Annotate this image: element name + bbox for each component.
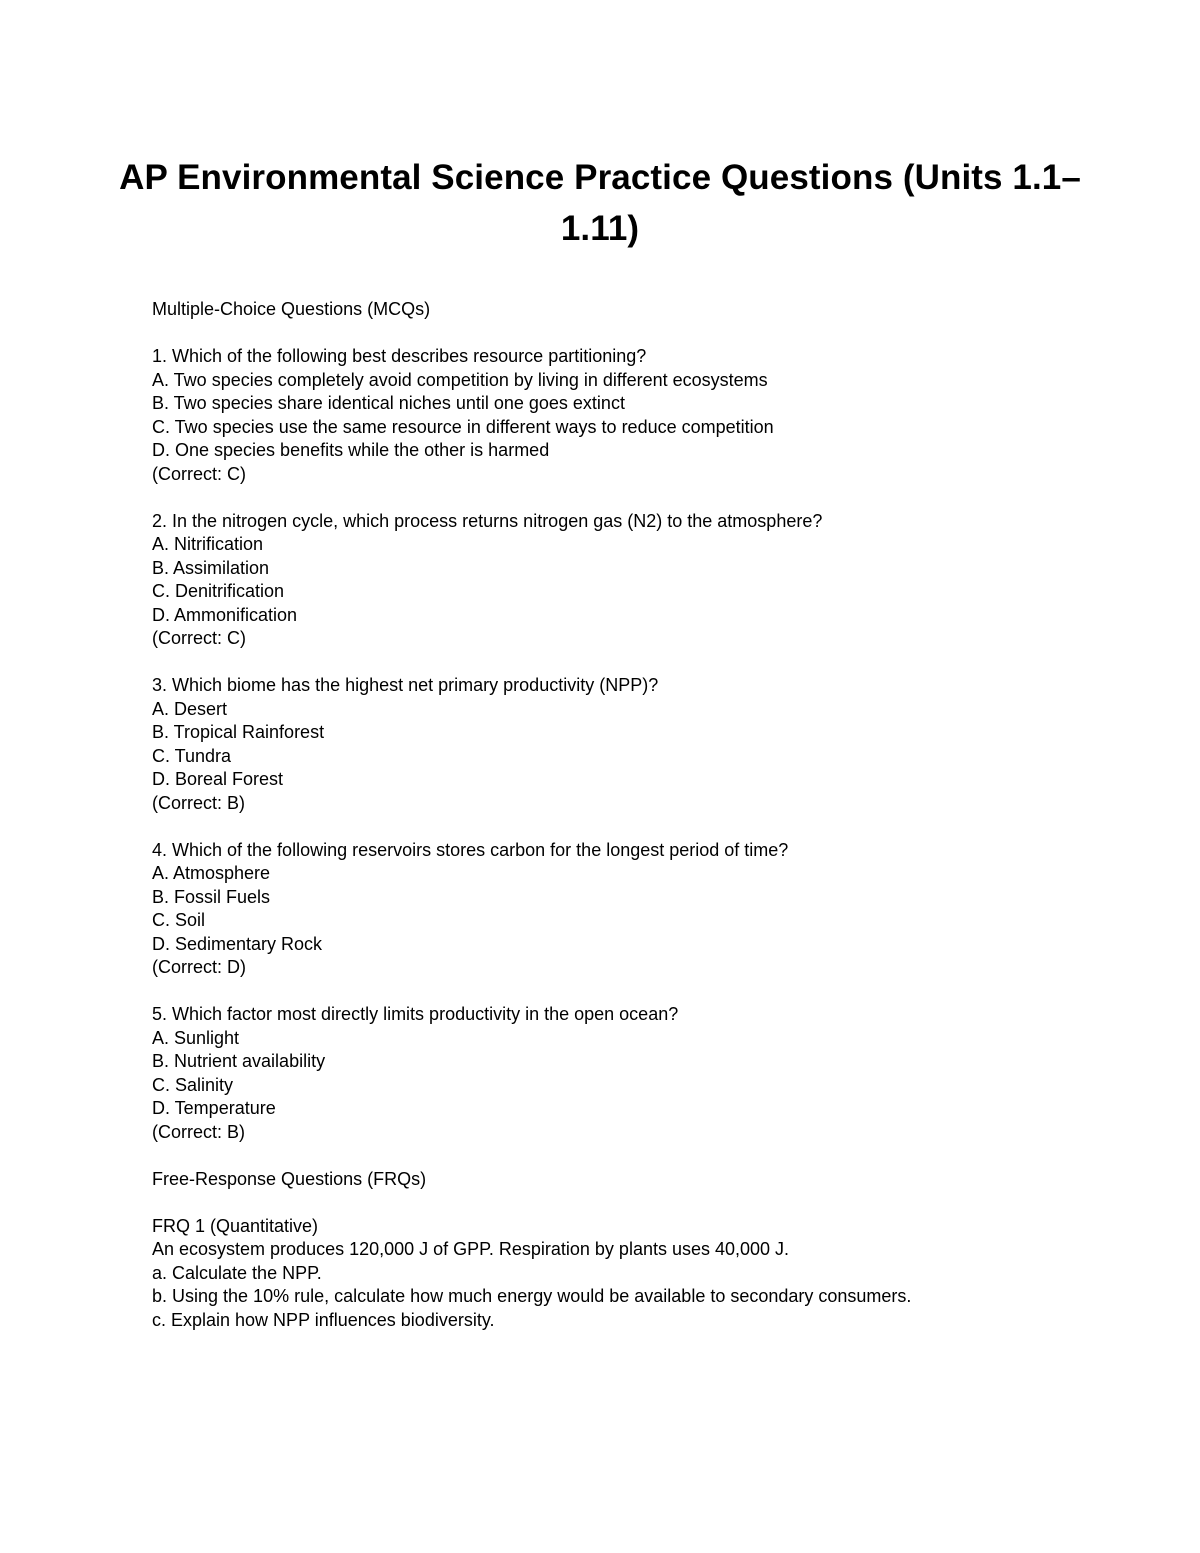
frq-section [152, 1168, 1112, 1333]
page-title: AP Environmental Science Practice Questions (Units 1.1–1.11) [119, 158, 1081, 248]
question-text: 4. Which of the following reservoirs stores carbon for the longest period of time? [152, 839, 789, 860]
correct-answer: (Correct: B) [152, 792, 246, 813]
frq-part: a. Calculate the NPP. [152, 1262, 322, 1283]
correct-answer: (Correct: B) [152, 1121, 246, 1142]
answer-option: A. Sunlight [152, 1027, 240, 1048]
answer-option: C. Salinity [152, 1074, 234, 1095]
answer-option: D. Ammonification [152, 604, 298, 625]
answer-option: C. Soil [152, 910, 206, 930]
correct-answer: (Correct: C) [152, 628, 246, 648]
answer-option: C. Tundra [152, 745, 232, 766]
answer-option: A. Nitrification [152, 534, 264, 554]
correct-answer: (Correct: C) [152, 463, 246, 484]
mcq-question-4 [152, 839, 1112, 980]
frq-question-1 [152, 1215, 1112, 1333]
answer-option: B. Two species share identical niches until one goes extinct [152, 393, 625, 413]
document-body [152, 298, 1112, 1332]
answer-option: A. Two species completely avoid competition by living in different ecosystems [152, 369, 768, 390]
answer-option: D. Boreal Forest [152, 769, 284, 789]
correct-answer: (Correct: D) [152, 957, 246, 977]
answer-option: B. Assimilation [152, 557, 270, 578]
answer-option: A. Desert [152, 698, 228, 719]
answer-option: C. Denitrification [152, 581, 285, 601]
answer-option: C. Two species use the same resource in different ways to reduce competition [152, 416, 774, 437]
frq-heading: Free-Response Questions (FRQs) [152, 1168, 427, 1189]
frq-title: FRQ 1 (Quantitative) [152, 1215, 319, 1236]
mcq-heading: Multiple-Choice Questions (MCQs) [152, 299, 431, 319]
mcq-question-5 [152, 1003, 1112, 1144]
question-text: 1. Which of the following best describes resource partitioning? [152, 346, 647, 366]
mcq-question-2 [152, 510, 1112, 651]
mcq-question-1 [152, 345, 1112, 486]
mcq-question-3 [152, 674, 1112, 815]
answer-option: D. One species benefits while the other is harmed [152, 440, 550, 460]
answer-option: D. Temperature [152, 1098, 276, 1118]
answer-option: B. Nutrient availability [152, 1051, 326, 1071]
frq-prompt: An ecosystem produces 120,000 J of GPP. Respiration by plants uses 40,000 J. [152, 1239, 790, 1259]
answer-option: B. Fossil Fuels [152, 886, 271, 907]
question-text: 3. Which biome has the highest net primary productivity (NPP)? [152, 675, 659, 695]
answer-option: A. Atmosphere [152, 863, 271, 883]
question-text: 5. Which factor most directly limits productivity in the open ocean? [152, 1004, 679, 1024]
question-text: 2. In the nitrogen cycle, which process returns nitrogen gas (N2) to the atmosphere? [152, 510, 823, 531]
answer-option: D. Sedimentary Rock [152, 933, 323, 954]
answer-option: B. Tropical Rainforest [152, 722, 325, 742]
frq-part: b. Using the 10% rule, calculate how much energy would be available to secondary consumers. [152, 1286, 912, 1306]
frq-part: c. Explain how NPP influences biodiversity. [152, 1309, 495, 1330]
